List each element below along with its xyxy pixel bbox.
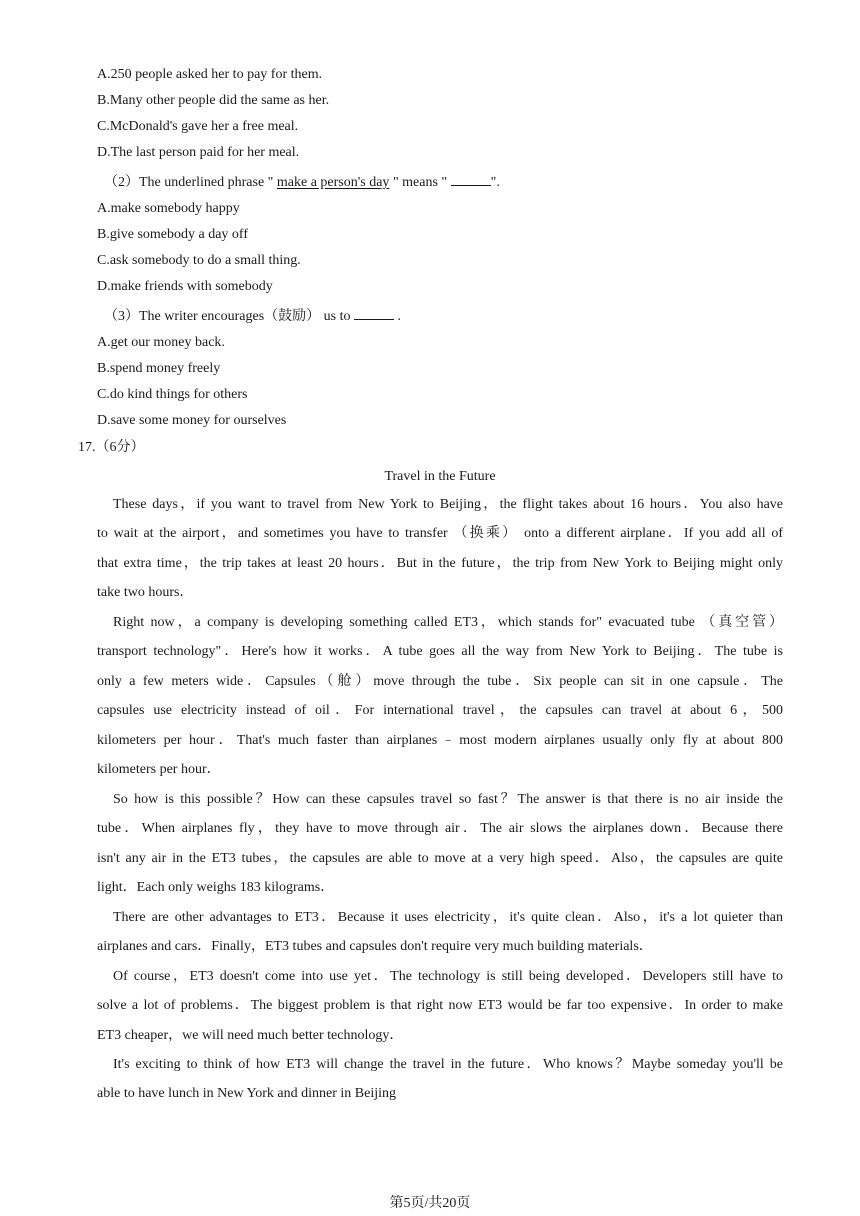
passage-line: kilometers per hour． [97, 762, 221, 777]
passage-line: capsules use electricity instead of oil．For international travel，the capsules can travel at about 6，500 [97, 703, 783, 718]
q16-3-option-d: D.save some money for ourselves [97, 413, 287, 428]
q16-2-suffix: ". [490, 175, 500, 190]
q16-1-option-a: A.250 people asked her to pay for them. [97, 67, 323, 82]
passage-line: that extra time，the trip takes at least 20 hours．But in the future，the trip from New York to Beijing might only [97, 556, 783, 571]
page-number-footer: 第5页/共20页 [389, 1196, 471, 1211]
passage-line: Right now，a company is developing something called ET3，which stands for" evacuated tube （真空管） [113, 615, 783, 630]
passage-line: These days，if you want to travel from New York to Beijing，the flight takes about 16 hours．You also have [113, 497, 783, 512]
passage-line: isn't any air in the ET3 tubes，the capsules are able to move at a very high speed．Also，the capsules are quite [97, 851, 783, 866]
q17-number: 17.（6分） [78, 440, 145, 455]
passage-line: to wait at the airport，and sometimes you have to transfer （换乘） onto a different airplane．If you add all of [97, 526, 783, 541]
q16-3-question [104, 307, 401, 325]
passage-line: only a few meters wide．Capsules（舱）move through the tube．Six people can sit in one capsule．The [97, 674, 783, 689]
q16-3-option-b: B.spend money freely [97, 361, 221, 376]
q16-3-answer-blank [354, 307, 394, 320]
passage-line: kilometers per hour．That's much faster than airplanes﹣most modern airplanes usually only fly at about 800 [97, 733, 783, 748]
q16-2-option-d: D.make friends with somebody [97, 279, 273, 294]
q16-3-suffix: . [394, 309, 401, 324]
q16-2-answer-blank [451, 173, 491, 186]
q16-3-option-c: C.do kind things for others [97, 387, 248, 402]
q16-2-prefix: （2）The underlined phrase " [104, 175, 277, 190]
q16-2-option-c: C.ask somebody to do a small thing. [97, 253, 301, 268]
passage-line: airplanes and cars．Finally，ET3 tubes and capsules don't require very much building materials． [97, 939, 653, 954]
q16-2-middle: " means " [389, 175, 451, 190]
passage-line: transport technology"．Here's how it works．A tube goes all the way from New York to Beijing．The tube is [97, 644, 783, 659]
q16-2-option-a: A.make somebody happy [97, 201, 240, 216]
passage-line: light．Each only weighs 183 kilograms． [97, 880, 335, 895]
q16-3-option-a: A.get our money back. [97, 335, 225, 350]
q16-1-option-d: D.The last person paid for her meal. [97, 145, 300, 160]
passage-line: solve a lot of problems．The biggest problem is that right now ET3 would be far too expensive．In order to make [97, 998, 783, 1013]
q16-3-prefix: （3）The writer encourages（鼓励） us to [104, 309, 354, 324]
passage-line: ET3 cheaper，we will need much better technology． [97, 1028, 404, 1043]
q16-2-underlined-phrase: make a person's day [276, 175, 390, 190]
passage-line: able to have lunch in New York and dinner in Beijing [97, 1086, 397, 1101]
q16-1-option-b: B.Many other people did the same as her. [97, 93, 330, 108]
passage-line: There are other advantages to ET3．Because it uses electricity，it's quite clean．Also，it's a lot quieter than [113, 910, 783, 925]
passage-line: tube．When airplanes fly，they have to move through air．The air slows the airplanes down．Because there [97, 821, 783, 836]
passage-line: So how is this possible？How can these capsules travel so fast？The answer is that there is no air inside the [113, 792, 783, 807]
passage-line: It's exciting to think of how ET3 will change the travel in the future．Who knows？Maybe someday you'll be [113, 1057, 783, 1072]
passage-line: take two hours． [97, 585, 194, 600]
passage-title: Travel in the Future [384, 469, 496, 484]
q16-2-question [104, 173, 500, 191]
q16-1-option-c: C.McDonald's gave her a free meal. [97, 119, 299, 134]
q16-2-option-b: B.give somebody a day off [97, 227, 248, 242]
passage-line: Of course，ET3 doesn't come into use yet．The technology is still being developed．Developers still have to [113, 969, 783, 984]
